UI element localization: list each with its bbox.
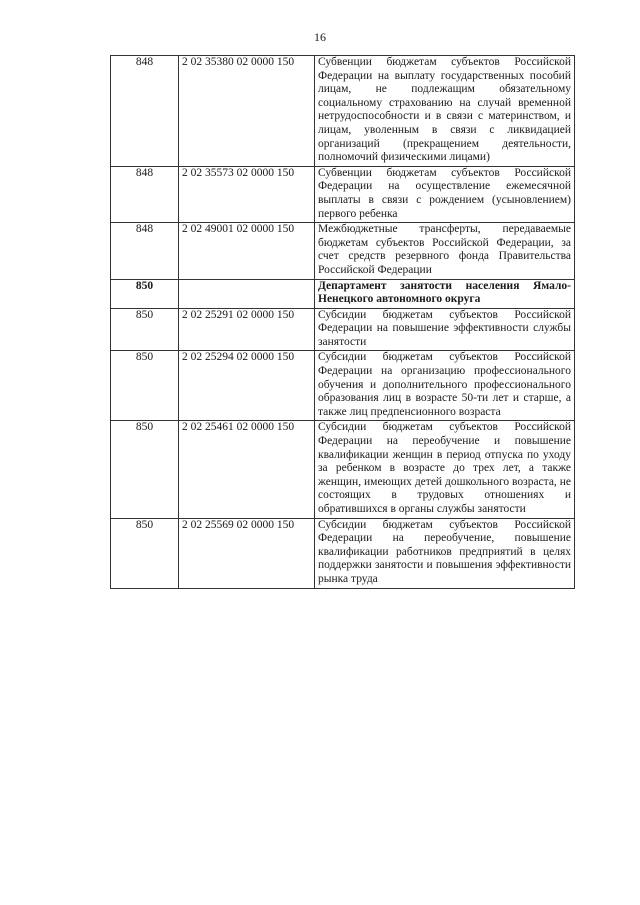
admin-code-cell: 850 [111, 518, 179, 588]
admin-code-cell: 848 [111, 56, 179, 167]
admin-code-cell: 850 [111, 308, 179, 351]
table-row [111, 56, 575, 167]
table-row [111, 421, 575, 518]
revenue-name-cell: Субвенции бюджетам субъектов Российской Федерации на осуществление ежемесячной выплаты в связи с рождением (усыновлением) первого ребенка [315, 166, 575, 222]
table-row [111, 351, 575, 421]
budget-code-cell: 2 02 25291 02 0000 150 [179, 308, 315, 351]
table-row [111, 308, 575, 351]
budget-code-cell: 2 02 25461 02 0000 150 [179, 421, 315, 518]
department-name-cell: Департамент занятости населения Ямало-Ненецкого автономного округа [315, 279, 575, 308]
budget-code-cell: 2 02 25569 02 0000 150 [179, 518, 315, 588]
revenue-name-cell: Субвенции бюджетам субъектов Российской Федерации на выплату государственных пособий лицам, не подлежащим обязательному социальному страхованию на случай временной нетрудоспособности и в связи с материнством, и лицам, уволенным в связи с ликвидацией организаций (прекращением деятельности, полномочий физическими лицами) [315, 56, 575, 167]
admin-code-cell: 848 [111, 166, 179, 222]
admin-code-cell: 850 [111, 351, 179, 421]
revenue-name-cell: Субсидии бюджетам субъектов Российской Федерации на переобучение и повышение квалификации женщин в период отпуска по уходу за ребенком в возрасте до трех лет, а также женщин, имеющих детей дошкольного возраста, не состоящих в трудовых отношениях и обратившихся в органы службы занятости [315, 421, 575, 518]
revenue-name-cell: Субсидии бюджетам субъектов Российской Федерации на повышение эффективности службы занятости [315, 308, 575, 351]
revenue-name-cell: Межбюджетные трансферты, передаваемые бюджетам субъектов Российской Федерации, за счет средств резервного фонда Правительства Российской Федерации [315, 223, 575, 279]
table-row [111, 166, 575, 222]
admin-code-cell: 850 [111, 279, 179, 308]
budget-revenue-table [110, 55, 575, 589]
budget-code-cell: 2 02 35380 02 0000 150 [179, 56, 315, 167]
table-row [111, 223, 575, 279]
department-header-row [111, 279, 575, 308]
budget-code-cell: 2 02 35573 02 0000 150 [179, 166, 315, 222]
admin-code-cell: 848 [111, 223, 179, 279]
revenue-name-cell: Субсидии бюджетам субъектов Российской Федерации на переобучение, повышение квалификации работников предприятий в целях поддержки занятости и повышения эффективности рынка труда [315, 518, 575, 588]
budget-code-cell [179, 279, 315, 308]
admin-code-cell: 850 [111, 421, 179, 518]
budget-code-cell: 2 02 49001 02 0000 150 [179, 223, 315, 279]
budget-code-cell: 2 02 25294 02 0000 150 [179, 351, 315, 421]
revenue-name-cell: Субсидии бюджетам субъектов Российской Федерации на организацию профессионального обучения и дополнительного профессионального образования лиц в возрасте 50-ти лет и старше, а также лиц предпенсионного возраста [315, 351, 575, 421]
table-row [111, 518, 575, 588]
page-number: 16 [314, 30, 326, 44]
